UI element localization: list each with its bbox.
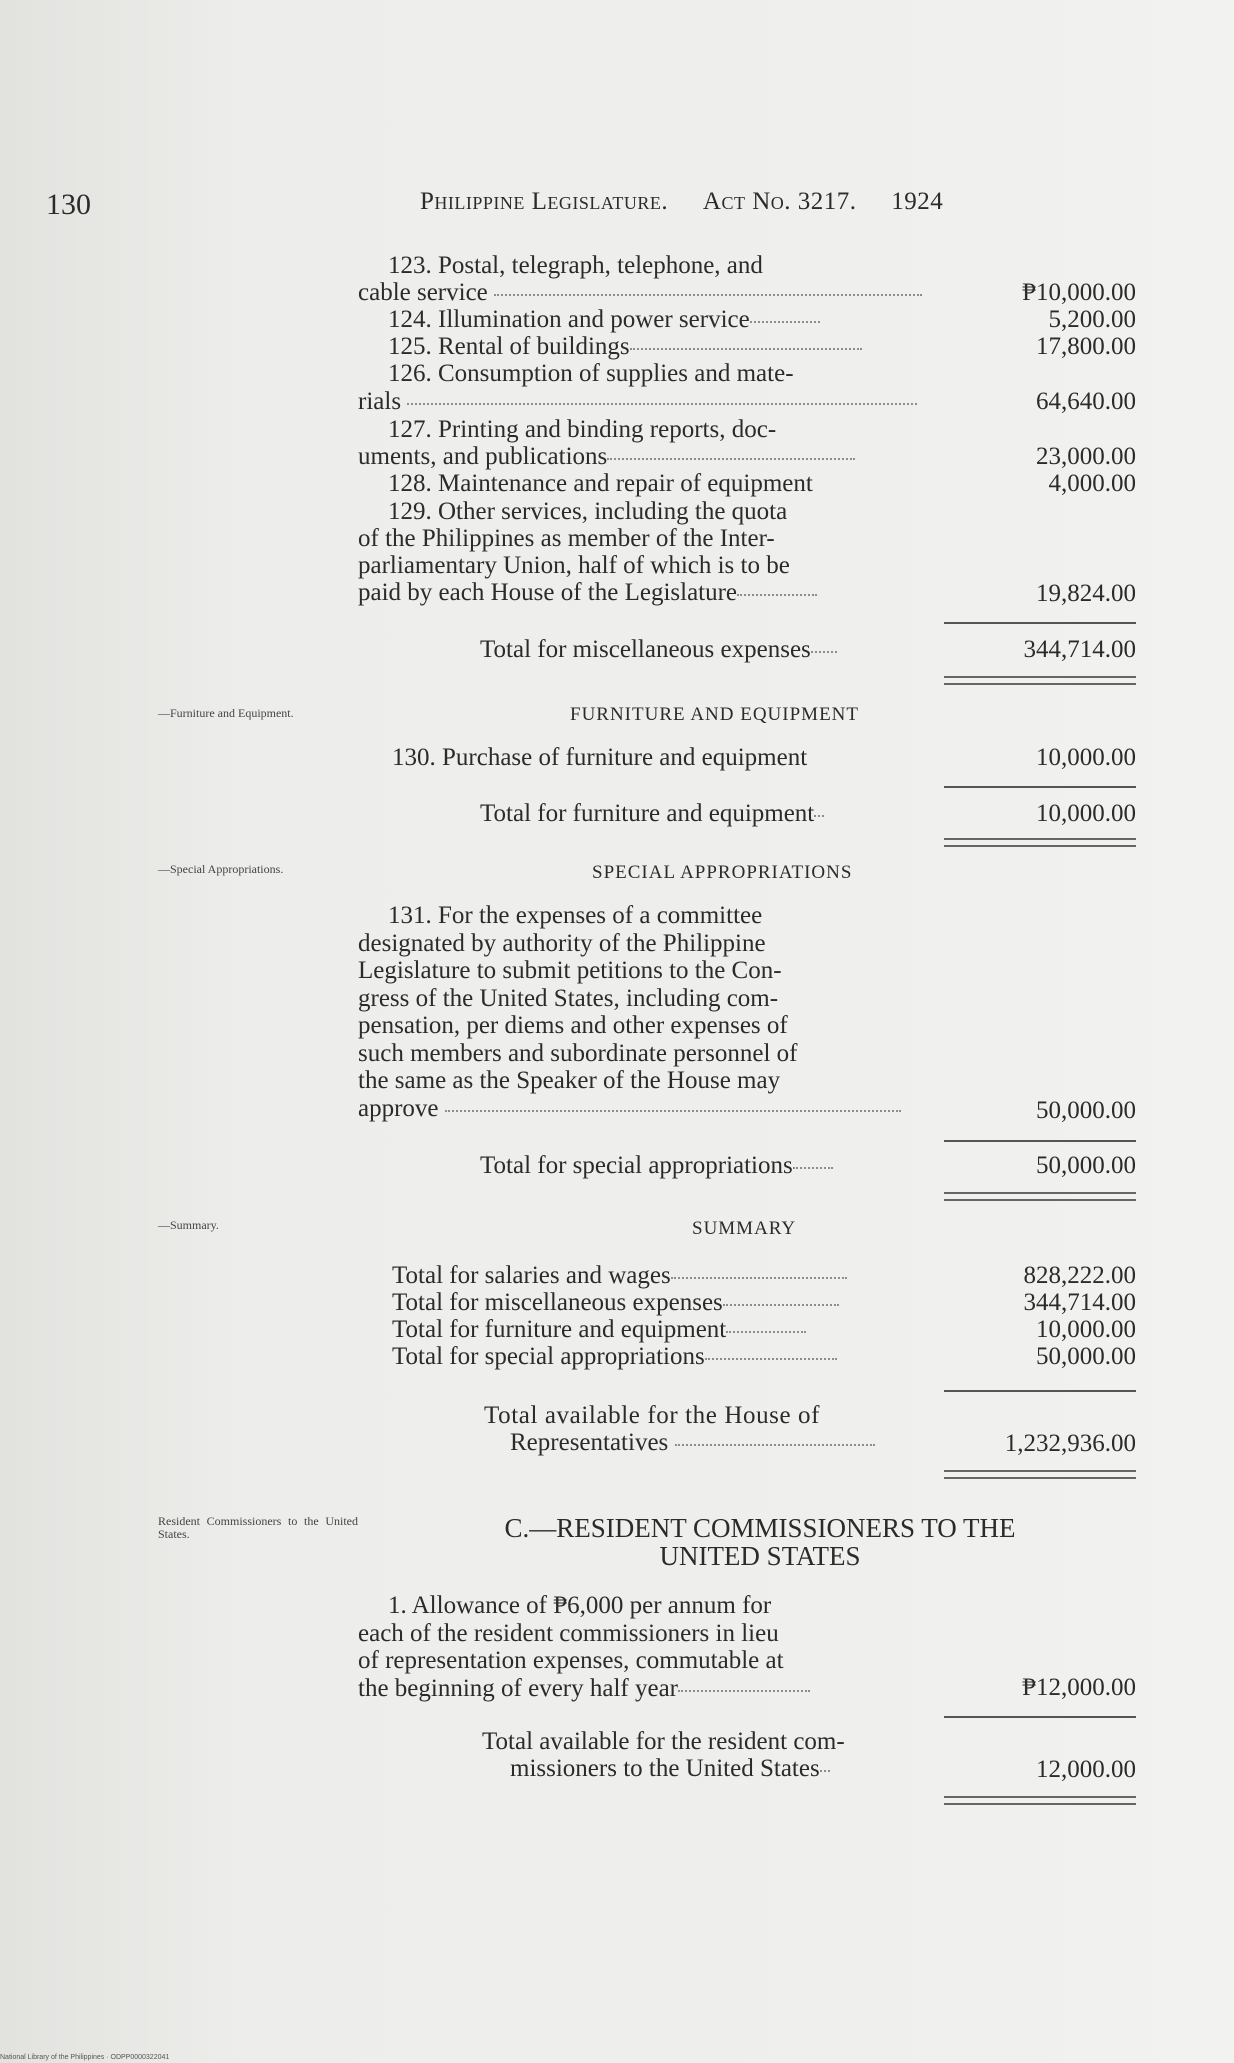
- special-total: [480, 1152, 940, 1179]
- item-text: paid by each House of the Legislature: [358, 579, 738, 606]
- resident-item-1: [358, 1592, 940, 1702]
- double-rule: [944, 838, 1136, 847]
- leader-dots: [820, 1770, 830, 1772]
- summary-row: [392, 1316, 952, 1343]
- row-label: Total for miscellaneous expenses: [392, 1289, 723, 1316]
- misc-item-124: [358, 306, 940, 333]
- item-text: parliamentary Union, half of which is to be: [358, 552, 790, 579]
- item-text: pensation, per diems and other expenses of: [358, 1012, 788, 1039]
- total-label: Representatives: [510, 1429, 669, 1456]
- margin-note-furniture: —Furniture and Equipment.: [158, 706, 294, 720]
- sum-rule: [944, 1390, 1136, 1392]
- item-text: 127. Printing and binding reports, doc-: [388, 416, 777, 443]
- header-year: 1924: [891, 188, 944, 215]
- item-text: uments, and publications: [358, 443, 608, 470]
- total-label: Total for special appropriations: [480, 1152, 793, 1179]
- sum-rule: [944, 1716, 1136, 1718]
- total-amount: 1,232,936.00: [1004, 1430, 1136, 1457]
- total-label: Total for miscellaneous expenses: [480, 636, 811, 663]
- misc-total: [480, 636, 940, 663]
- leader-dots: [750, 321, 820, 323]
- double-rule: [944, 1470, 1136, 1479]
- leader-dots: [814, 815, 824, 817]
- scan-footer: National Library of the Philippines · ODPP0000322041: [0, 2054, 170, 2061]
- amount: 828,222.00: [1023, 1262, 1136, 1289]
- section-heading-c: [440, 1514, 1080, 1570]
- summary-row: [392, 1289, 952, 1316]
- item-text: 124. Illumination and power service: [388, 306, 750, 333]
- row-label: Total for salaries and wages: [392, 1262, 671, 1289]
- item-text: 126. Consumption of supplies and mate-: [388, 360, 794, 387]
- margin-note-resident-commissioners: Resident Commissioners to the United States.: [158, 1514, 358, 1541]
- leader-dots: [407, 403, 917, 405]
- row-label: Total for special appropriations: [392, 1343, 705, 1370]
- item-text: of the Philippines as member of the Inter-: [358, 525, 775, 552]
- summary-amounts: [960, 1262, 1136, 1370]
- resident-total: [482, 1728, 942, 1782]
- page-number: 130: [46, 188, 91, 221]
- section-heading-furniture: FURNITURE AND EQUIPMENT: [570, 704, 859, 725]
- item-text: approve: [358, 1094, 439, 1122]
- item-text: 1. Allowance of ₱6,000 per annum for: [388, 1592, 772, 1619]
- amount: 50,000.00: [1036, 1343, 1136, 1370]
- double-rule: [944, 1796, 1136, 1805]
- sum-rule: [944, 1140, 1136, 1142]
- double-rule: [944, 676, 1136, 685]
- amount: ₱12,000.00: [1022, 1674, 1136, 1701]
- item-text: the beginning of every half year: [358, 1674, 679, 1702]
- total-label: Total available for the House of: [484, 1402, 821, 1429]
- leader-dots: [723, 1304, 839, 1306]
- item-text: each of the resident commissioners in lieu: [358, 1619, 779, 1647]
- sum-rule: [944, 786, 1136, 788]
- amount: 10,000.00: [1036, 744, 1136, 771]
- item-text: such members and subordinate personnel of: [358, 1039, 798, 1067]
- heading-line: C.—RESIDENT COMMISSIONERS TO THE: [504, 1513, 1016, 1543]
- amount: ₱10,000.00: [1022, 279, 1136, 306]
- summary-row: [392, 1343, 952, 1370]
- total-label: missioners to the United States: [510, 1755, 820, 1782]
- total-amount: 50,000.00: [1036, 1152, 1136, 1179]
- amount: 344,714.00: [1023, 1289, 1136, 1316]
- amount: 4,000.00: [1048, 470, 1136, 497]
- misc-item-123: [358, 252, 940, 306]
- section-heading-summary: SUMMARY: [692, 1218, 797, 1239]
- amount: 64,640.00: [1036, 388, 1136, 415]
- row-label: Total for furniture and equipment: [392, 1316, 727, 1343]
- heading-line: UNITED STATES: [659, 1541, 861, 1571]
- amount: 10,000.00: [1036, 1316, 1136, 1343]
- leader-dots: [607, 458, 855, 460]
- header-title: Philippine Legislature.: [420, 188, 669, 215]
- misc-item-129: [358, 498, 940, 606]
- leader-dots: [445, 1110, 901, 1112]
- summary-total: [484, 1402, 944, 1456]
- misc-item-127: [358, 416, 940, 470]
- total-label: Total for furniture and equipment: [480, 800, 815, 827]
- sum-rule: [944, 622, 1136, 624]
- misc-item-128: [358, 470, 940, 497]
- leader-dots: [678, 1690, 810, 1692]
- misc-item-126: [358, 360, 940, 415]
- margin-note-summary: —Summary.: [158, 1218, 219, 1232]
- summary-rows: [392, 1262, 952, 1370]
- item-text: cable service: [358, 279, 488, 306]
- item-text: rials: [358, 388, 402, 415]
- item-text: the same as the Speaker of the House may: [358, 1067, 781, 1094]
- leader-dots: [737, 594, 817, 596]
- amount: 5,200.00: [1048, 306, 1136, 333]
- misc-item-125: [358, 333, 940, 360]
- special-item-131: [358, 902, 940, 1122]
- item-text: 123. Postal, telegraph, telephone, and: [388, 252, 763, 279]
- item-text: Legislature to submit petitions to the Con-: [358, 957, 782, 984]
- furniture-total: [480, 800, 940, 827]
- leader-dots: [675, 1444, 875, 1446]
- item-text: 129. Other services, including the quota: [388, 498, 788, 525]
- header-act: Act No. 3217.: [702, 188, 857, 215]
- leader-dots: [705, 1358, 837, 1360]
- item-text: 125. Rental of buildings: [388, 333, 630, 360]
- amount: 19,824.00: [1036, 580, 1136, 607]
- margin-note-special: —Special Appropriations.: [158, 862, 284, 876]
- item-text: of representation expenses, commutable at: [358, 1647, 784, 1674]
- leader-dots: [726, 1331, 806, 1333]
- section-heading-special: SPECIAL APPROPRIATIONS: [592, 862, 853, 883]
- leader-dots: [494, 294, 922, 296]
- amount: 50,000.00: [1036, 1097, 1136, 1124]
- furniture-item-130: [392, 744, 952, 771]
- item-text: designated by authority of the Philippine: [358, 929, 766, 957]
- double-rule: [944, 1192, 1136, 1201]
- leader-dots: [793, 1167, 833, 1169]
- total-amount: 344,714.00: [1023, 636, 1136, 663]
- total-amount: 12,000.00: [1036, 1756, 1136, 1783]
- item-text: 130. Purchase of furniture and equipment: [392, 744, 808, 771]
- total-amount: 10,000.00: [1036, 800, 1136, 827]
- amount: 17,800.00: [1036, 333, 1136, 360]
- item-text: gress of the United States, including com-: [358, 984, 779, 1012]
- leader-dots: [630, 348, 862, 350]
- running-header: [420, 188, 943, 216]
- item-text: 128. Maintenance and repair of equipment: [388, 470, 813, 497]
- total-label: Total available for the resident com-: [482, 1728, 845, 1755]
- leader-dots: [811, 651, 837, 653]
- amount: 23,000.00: [1036, 443, 1136, 470]
- item-text: 131. For the expenses of a committee: [388, 902, 763, 929]
- leader-dots: [671, 1277, 847, 1279]
- summary-row: [392, 1262, 952, 1289]
